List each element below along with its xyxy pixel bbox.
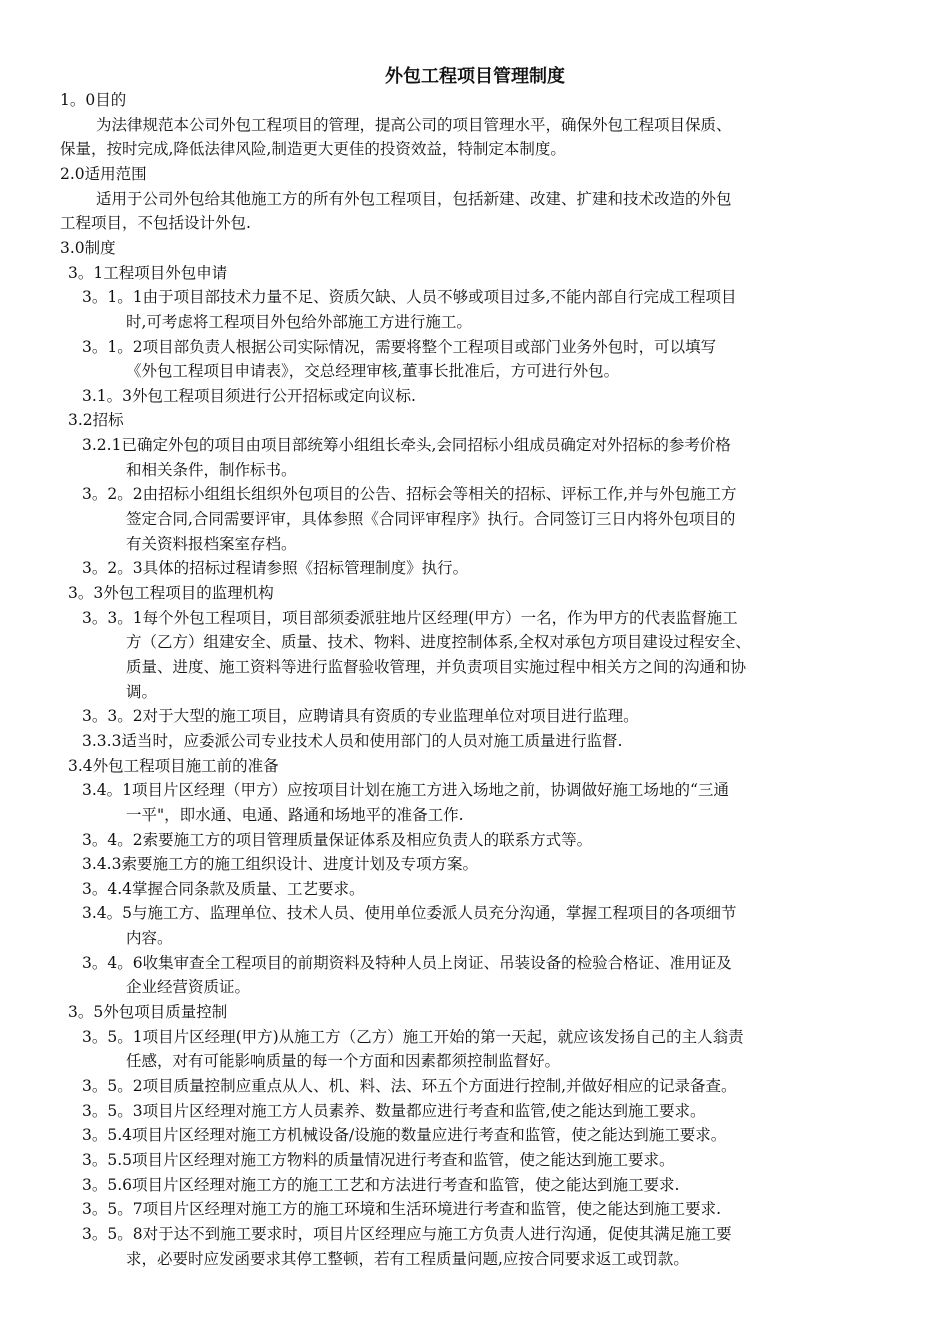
text-line: 3。1工程项目外包申请 — [68, 263, 228, 282]
text-line: 有关资料报档案室存档。 — [126, 534, 297, 553]
text-line: 内容。 — [126, 929, 173, 948]
text-line: 3。2。2由招标小组组长组织外包项目的公告、招标会等相关的招标、评标工作,并与外包施工方 — [82, 485, 737, 504]
text-line: 和相关条件，制作标书。 — [126, 460, 297, 479]
text-line: 企业经营资质证。 — [126, 978, 251, 997]
text-line: 3。4。2索要施工方的项目管理质量保证体系及相应负责人的联系方式等。 — [82, 830, 593, 849]
text-line: 3。3外包工程项目的监理机构 — [68, 584, 274, 602]
text-line: 3。4.4掌握合同条款及质量、工艺要求。 — [82, 879, 365, 898]
text-line: 《外包工程项目申请表》，交总经理审核,董事长批准后，方可进行外包。 — [126, 362, 620, 381]
text-line: 保量，按时完成,降低法律风险,制造更大更佳的投资效益，特制定本制度。 — [60, 140, 566, 159]
text-line: 3.4.3索要施工方的施工组织设计、进度计划及专项方案。 — [82, 855, 478, 874]
text-line: 3.4外包工程项目施工前的准备 — [68, 756, 279, 775]
text-line: 3.1。3外包工程项目须进行公开招标或定向议标. — [82, 386, 416, 405]
text-line: 适用于公司外包给其他施工方的所有外包工程项目，包括新建、改建、扩建和技术改造的外包 — [96, 189, 732, 208]
text-line: 3。1。1由于项目部技术力量不足、资质欠缺、人员不够或项目过多,不能内部自行完成工程项目 — [82, 288, 737, 307]
text-line: 3。5.6项目片区经理对施工方的施工工艺和方法进行考查和监管，使之能达到施工要求. — [82, 1175, 680, 1194]
text-line: 3。5。2项目质量控制应重点从人、机、料、法、环五个方面进行控制,并做好相应的记录备查。 — [82, 1077, 737, 1095]
text-line: 一平"，即水通、电通、路通和场地平的准备工作. — [126, 805, 464, 824]
text-line: 签定合同,合同需要评审，具体参照《合同评审程序》执行。合同签订三日内将外包项目的 — [126, 510, 736, 529]
text-line: 调。 — [126, 682, 158, 701]
text-line: 求，必要时应发函要求其停工整顿，若有工程质量问题,应按合同要求返工或罚款。 — [126, 1249, 689, 1268]
text-line: 2.0适用范围 — [60, 164, 147, 183]
text-line: 3。3。2对于大型的施工项目，应聘请具有资质的专业监理单位对项目进行监理。 — [82, 707, 639, 726]
text-line: 工程项目，不包括设计外包. — [60, 214, 251, 233]
text-line: 1。0目的 — [60, 91, 127, 109]
text-line: 任感，对有可能影响质量的每一个方面和因素都须控制监督好。 — [126, 1052, 561, 1071]
text-line: 3。5.4项目片区经理对施工方机械设备/设施的数量应进行考查和监管，使之能达到施工要求。 — [82, 1126, 727, 1145]
text-line: 3。5。1项目片区经理(甲方)从施工方（乙方）施工开始的第一天起，就应该发扬自己的主人翁责 — [82, 1027, 744, 1046]
document-title: 外包工程项目管理制度 — [385, 66, 565, 87]
text-line: 3。5。7项目片区经理对施工方的施工环境和生活环境进行考查和监管，使之能达到施工要求. — [82, 1200, 722, 1219]
text-line: 3。5外包项目质量控制 — [68, 1003, 228, 1022]
text-line: 3.3.3适当时，应委派公司专业技术人员和使用部门的人员对施工质量进行监督. — [82, 731, 623, 750]
text-line: 3。4。6收集审查全工程项目的前期资料及特种人员上岗证、吊装设备的检验合格证、准用证及 — [82, 953, 732, 972]
text-line: 3。1。2项目部负责人根据公司实际情况，需要将整个工程项目或部门业务外包时，可以填写 — [82, 337, 717, 356]
text-line: 质量、进度、施工资料等进行监督验收管理，并负责项目实施过程中相关方之间的沟通和协 — [126, 657, 747, 676]
text-line: 方（乙方）组建安全、质量、技术、物料、进度控制体系,全权对承包方项目建设过程安全、 — [126, 633, 751, 652]
text-line: 3。5.5项目片区经理对施工方物料的质量情况进行考查和监管，使之能达到施工要求。 — [82, 1150, 675, 1169]
text-line: 3。5。3项目片区经理对施工方人员素养、数量都应进行考查和监管,使之能达到施工要求。 — [82, 1101, 706, 1120]
text-line: 3.2.1已确定外包的项目由项目部统筹小组组长牵头,会同招标小组成员确定对外招标的参考价格 — [82, 436, 731, 455]
text-line: 3.4。1项目片区经理（甲方）应按项目计划在施工方进入场地之前，协调做好施工场地的“三通 — [82, 781, 729, 800]
text-line: 3。3。1每个外包工程项目，项目部须委派驻地片区经理(甲方）一名，作为甲方的代表监督施工 — [82, 608, 738, 627]
text-line: 3.0制度 — [60, 238, 116, 257]
text-line: 3.2招标 — [68, 411, 124, 430]
text-line: 3。5。8对于达不到施工要求时，项目片区经理应与施工方负责人进行沟通，促使其满足施工要 — [82, 1224, 732, 1243]
text-line: 3.4。5与施工方、监理单位、技术人员、使用单位委派人员充分沟通，掌握工程项目的各项细节 — [82, 904, 737, 923]
text-line: 3。2。3具体的招标过程请参照《招标管理制度》执行。 — [82, 559, 469, 578]
text-line: 时,可考虑将工程项目外包给外部施工方进行施工。 — [126, 312, 472, 331]
text-line: 为法律规范本公司外包工程项目的管理，提高公司的项目管理水平，确保外包工程项目保质、 — [96, 115, 732, 134]
